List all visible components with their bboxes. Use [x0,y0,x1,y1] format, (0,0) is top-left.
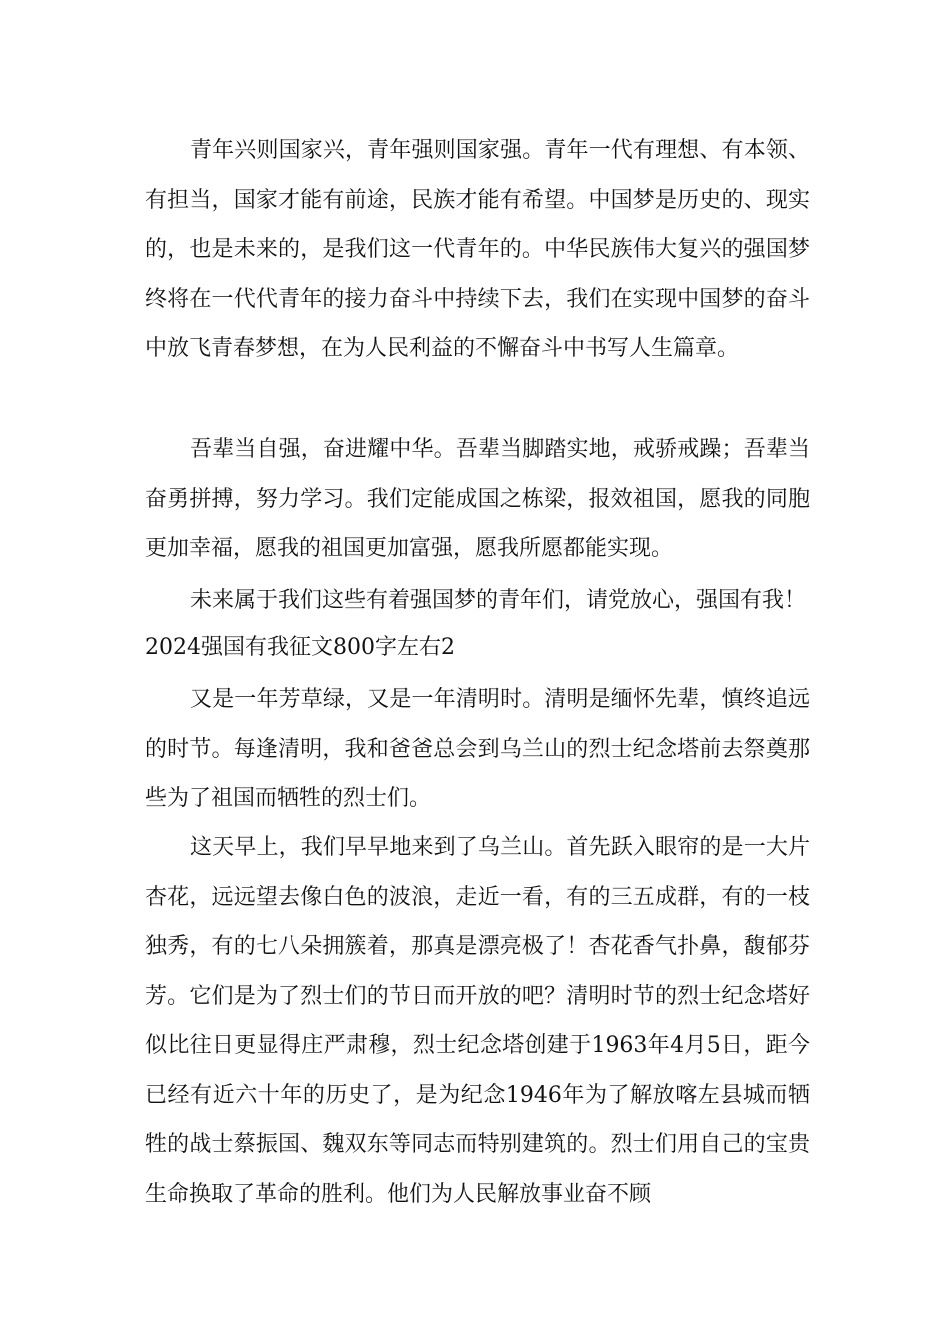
paragraph-wulan-mountain: 这天早上，我们早早地来到了乌兰山。首先跃入眼帘的是一大片杏花，远远望去像白色的波浪，走近一看，有的三五成群，有的一枝独秀，有的七八朵拥簇着，那真是漂亮极了！杏花香气扑鼻，馥郁芬芳。它们是为了烈士们的节日而开放的吧？清明时节的烈士纪念塔好似比往日更显得庄严肃穆，烈士纪念塔创建于1963年4月5日，距今已经有近六十年的历史了，是为纪念1946年为了解放喀左县城而牺牲的战士蔡振国、魏双东等同志而特别建筑的。烈士们用自己的宝贵生命换取了革命的胜利。他们为人民解放事业奋不顾 [145,835,811,1207]
paragraph-self-strengthening: 吾辈当自强，奋进耀中华。吾辈当脚踏实地，戒骄戒躁；吾辈当奋勇拼搏，努力学习。我们定能成国之栋梁，报效祖国，愿我的同胞更加幸福，愿我的祖国更加富强，愿我所愿都能实现。 [145,437,810,561]
paragraph-qingming: 又是一年芳草绿，又是一年清明时。清明是缅怀先辈，慎终追远的时节。每逢清明，我和爸爸总会到乌兰山的烈士纪念塔前去祭奠那些为了祖国而牺牲的烈士们。 [145,687,810,811]
paragraph-youth-strong-nation: 青年兴则国家兴，青年强则国家强。青年一代有理想、有本领、有担当，国家才能有前途，民族才能有希望。中国梦是历史的、现实的，也是未来的，是我们这一代青年的。中华民族伟大复兴的强国梦终将在一代代青年的接力奋斗中持续下去，我们在实现中国梦的奋斗中放飞青春梦想，在为人民利益的不懈奋斗中书写人生篇章。 [145,138,810,361]
paragraph-future-belongs: 未来属于我们这些有着强国梦的青年们，请党放心，强国有我！ [190,588,807,613]
essay-heading: 2024强国有我征文800字左右2 [145,635,455,660]
